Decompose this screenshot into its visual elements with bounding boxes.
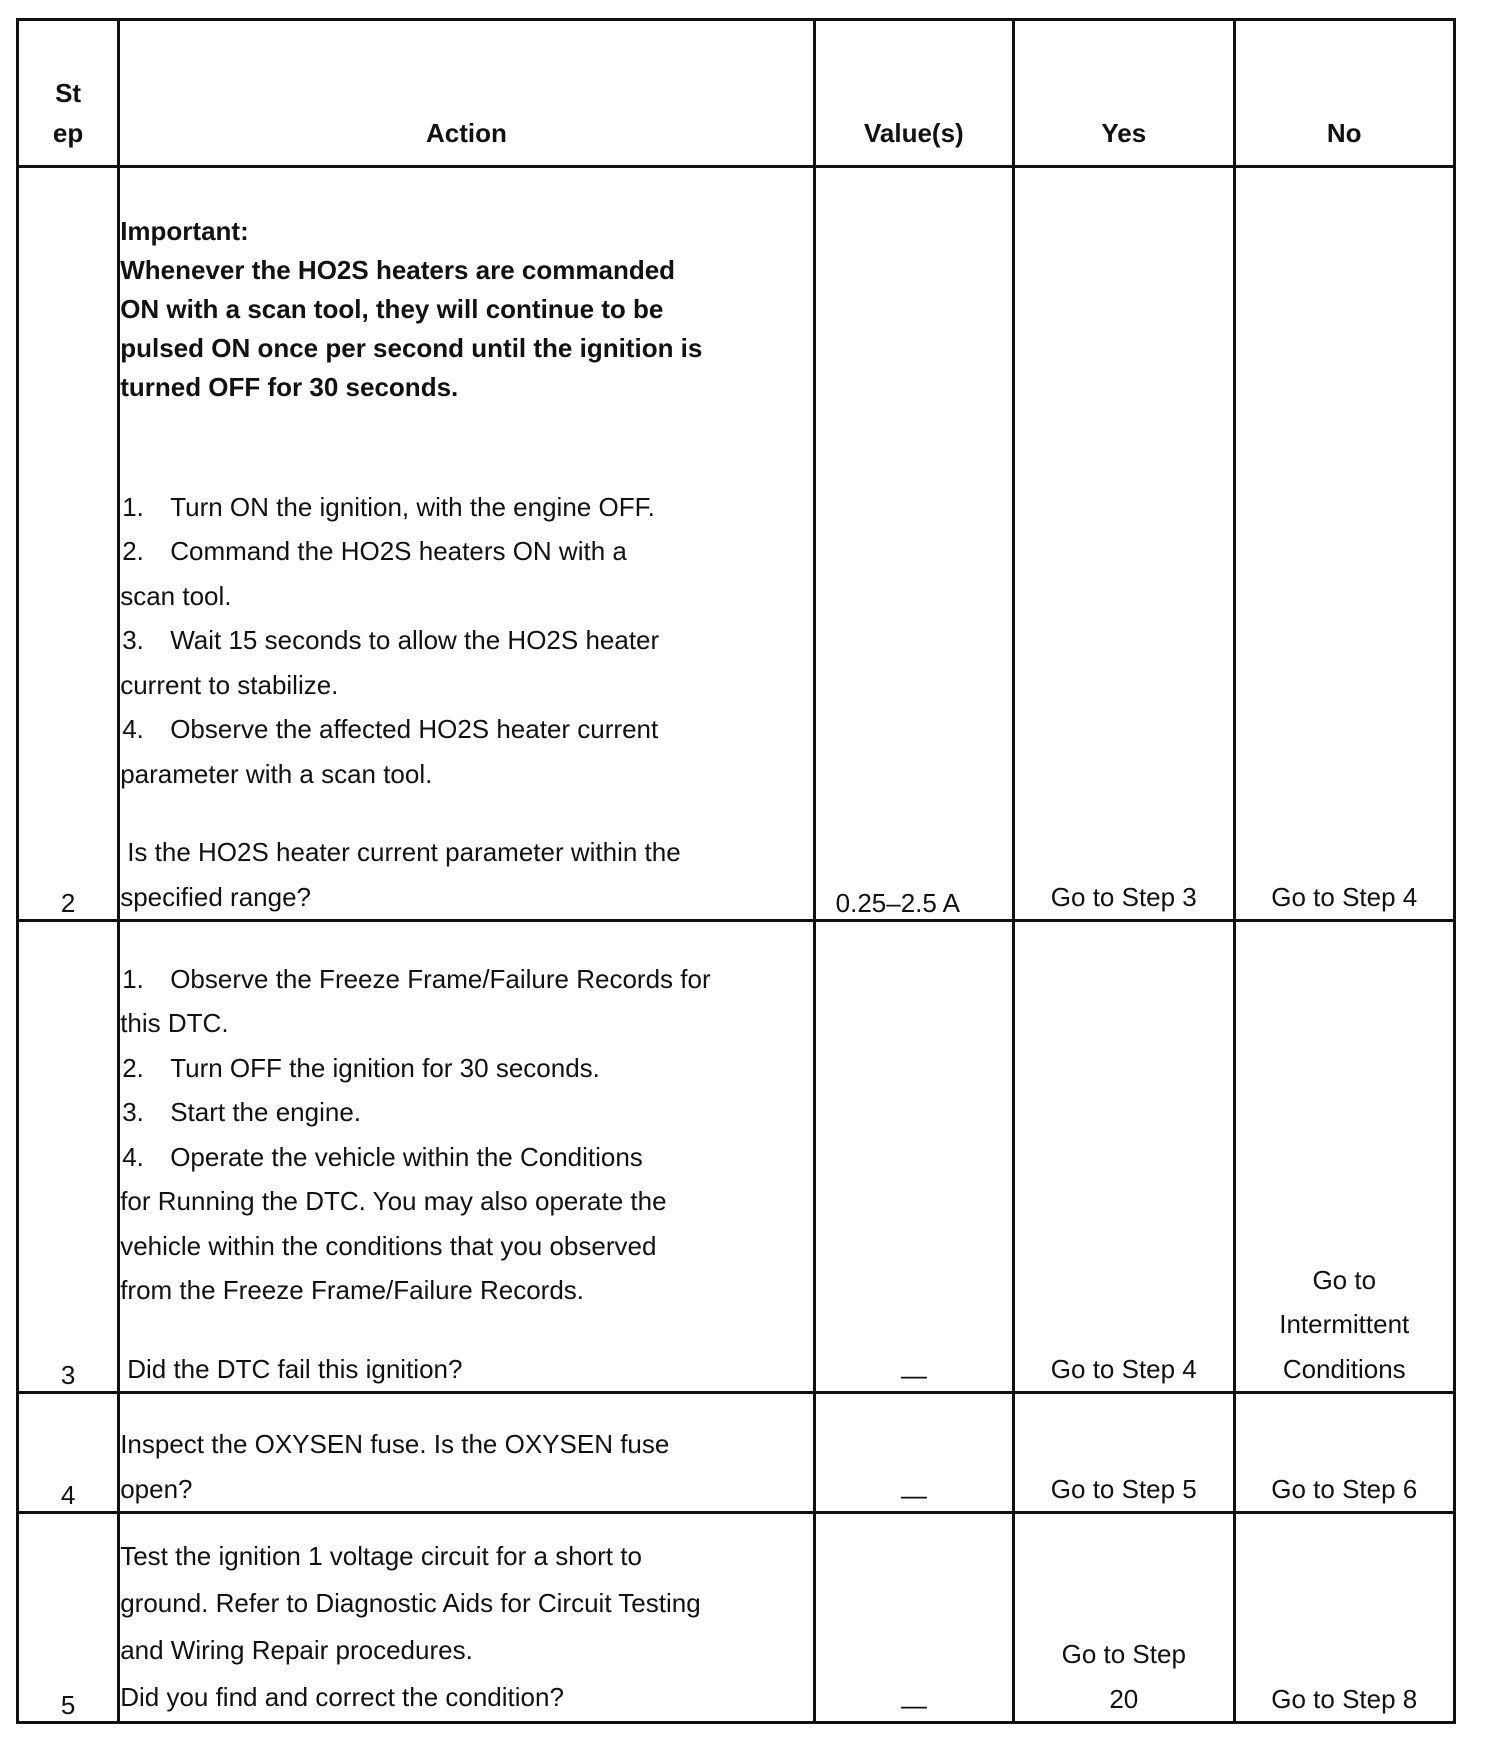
important-label: Important: <box>120 215 249 246</box>
important-line: pulsed ON once per second until the ignition is <box>120 332 703 363</box>
action-cell <box>119 167 814 921</box>
important-line: turned OFF for 30 seconds. <box>120 371 459 402</box>
list-item: 1. Turn ON the ignition, with the engine OFF. <box>122 491 655 522</box>
header-step-line2: ep <box>52 118 84 148</box>
yes-cell: Go to Step 4 <box>1014 921 1234 1393</box>
header-action: Action <box>119 20 814 167</box>
header-values: Value(s) <box>814 20 1013 167</box>
action-cell <box>119 921 814 1393</box>
no-cell: Go to Step 4 <box>1234 167 1455 921</box>
list-item: 3. Start the engine. <box>122 1097 362 1127</box>
list-item: 4. Operate the vehicle within the Conditions for Running the DTC. You may also operate the vehicle within the conditions that you observed from the Freeze Frame/Failure Records. <box>120 1141 667 1305</box>
value-cell: — <box>814 1513 1013 1723</box>
table-row-step-3 <box>18 921 1455 1393</box>
value-cell: — <box>814 1393 1013 1513</box>
no-cell: Go to Step 6 <box>1234 1393 1455 1513</box>
action-cell: Inspect the OXYSEN fuse. Is the OXYSEN fuse open? <box>119 1393 814 1513</box>
header-yes: Yes <box>1014 20 1234 167</box>
value-cell: — <box>814 921 1013 1393</box>
header-row <box>18 20 1455 167</box>
step-number: 3 <box>18 921 119 1393</box>
table-row-step-5 <box>18 1513 1455 1723</box>
table-row-step-2 <box>18 167 1455 921</box>
diagnostic-table <box>16 18 1456 1724</box>
step-number: 2 <box>18 167 119 921</box>
no-cell: Go to Step 8 <box>1234 1513 1455 1723</box>
yes-cell: Go to Step 5 <box>1014 1393 1234 1513</box>
table-row-step-4 <box>18 1393 1455 1513</box>
list-item: 4. Observe the affected HO2S heater current parameter with a scan tool. <box>120 714 659 789</box>
header-no: No <box>1234 20 1455 167</box>
no-cell: Go to Intermittent Conditions <box>1234 921 1455 1393</box>
list-item: 3. Wait 15 seconds to allow the HO2S heater current to stabilize. <box>120 625 660 700</box>
list-item: 2. Command the HO2S heaters ON with a scan tool. <box>120 536 627 611</box>
important-line: ON with a scan tool, they will continue to be <box>120 293 664 324</box>
header-step-line1: St <box>55 78 82 108</box>
step-number: 5 <box>18 1513 119 1723</box>
header-step <box>18 20 119 167</box>
step-number: 4 <box>18 1393 119 1513</box>
yes-cell: Go to Step 20 <box>1014 1513 1234 1723</box>
action-cell: Test the ignition 1 voltage circuit for a short to ground. Refer to Diagnostic Aids for Circuit Testing and Wiring Repair procedures. Did you find and correct the condition? <box>119 1513 814 1723</box>
yes-cell: Go to Step 3 <box>1014 167 1234 921</box>
question: Is the HO2S heater current parameter within the specified range? <box>120 837 681 912</box>
important-line: Whenever the HO2S heaters are commanded <box>120 254 676 285</box>
question: Did the DTC fail this ignition? <box>127 1353 463 1384</box>
list-item: 2. Turn OFF the ignition for 30 seconds. <box>122 1052 600 1083</box>
important-note <box>120 212 812 407</box>
list-item: 1. Observe the Freeze Frame/Failure Records for this DTC. <box>120 963 711 1038</box>
value-cell: 0.25–2.5 A <box>814 167 1013 921</box>
